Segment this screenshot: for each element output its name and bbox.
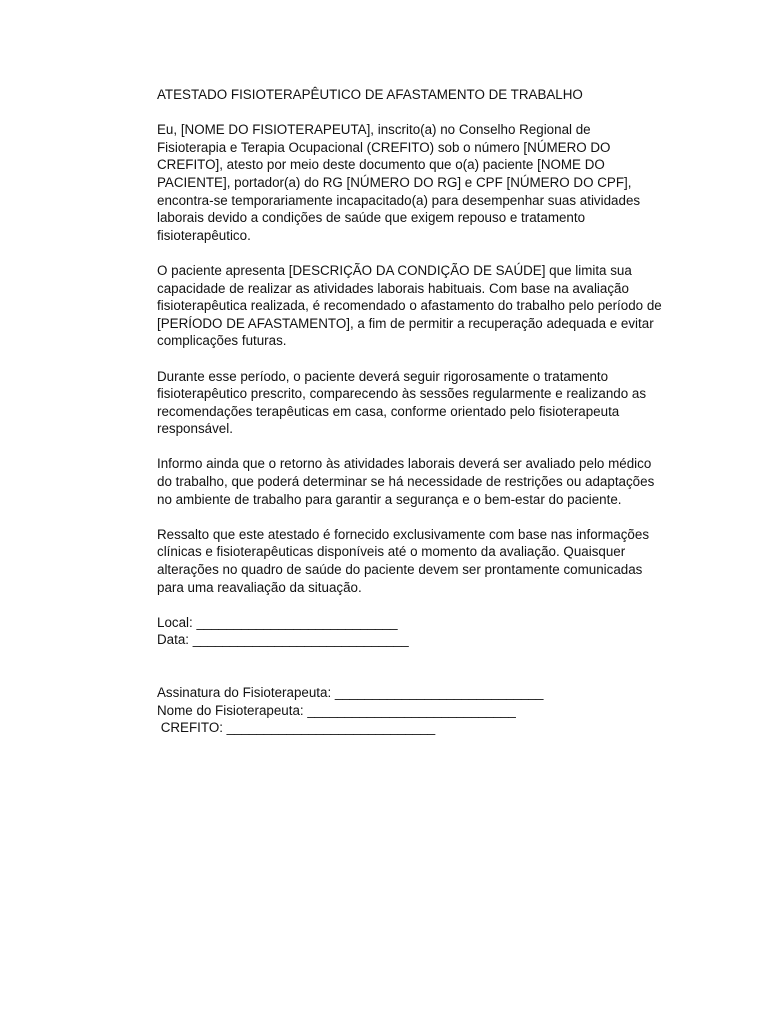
document-title: ATESTADO FISIOTERAPÊUTICO DE AFASTAMENTO DE TRABALHO [157,87,583,102]
paragraph-identification: Eu, [NOME DO FISIOTERAPEUTA], inscrito(a) no Conselho Regional de Fisioterapia e Terapia Ocupacional (CREFITO) sob o número [NÚMERO DO CREFITO], atesto por meio deste documento que o(a) paciente [NOME DO PACIENTE], portador(a) do RG [NÚMERO DO RG] e CPF [NÚMERO DO CPF], encontra-se temporariamente incapacitado(a) para desempenhar suas atividades laborais devido a condições de saúde que exigem repouso e tratamento fisioterapêutico. [157,122,641,243]
local-field: Local: ___________________________ [157,614,398,630]
crefito-field: CREFITO: ____________________________ [157,720,436,736]
physio-name-field: Nome do Fisioterapeuta: ____________________________ [157,702,516,718]
paragraph-disclaimer: Ressalto que este atestado é fornecido exclusivamente com base nas informações clínicas e fisioterapêuticas disponíveis até o momento da avaliação. Quaisquer alterações no quadro de saúde do paciente devem ser prontamente comunicadas para uma reavaliação da situação. [157,526,650,595]
paragraph-treatment: Durante esse período, o paciente deverá seguir rigorosamente o tratamento fisioterapêutico prescrito, comparecendo às sessões regularmente e realizando as recomendações terapêuticas em casa, conforme orientado pelo fisioterapeuta responsável. [157,368,647,437]
signature-block [157,684,662,737]
location-date-fields [157,614,662,649]
document-content [157,86,662,737]
date-field: Data: _____________________________ [157,632,409,648]
paragraph-condition: O paciente apresenta [DESCRIÇÃO DA CONDIÇÃO DE SAÚDE] que limita sua capacidade de realizar as atividades laborais habituais. Com base na avaliação fisioterapêutica realizada, é recomendado o afastamento do trabalho pelo período de [PERÍODO DE AFASTAMENTO], a fim de permitir a recuperação adequada e evitar complicações futuras. [157,262,662,349]
paragraph-return: Informo ainda que o retorno às atividades laborais deverá ser avaliado pelo médico do trabalho, que poderá determinar se há necessidade de restrições ou adaptações no ambiente de trabalho para garantir a segurança e o bem-estar do paciente. [157,456,655,507]
signature-field: Assinatura do Fisioterapeuta: ____________________________ [157,685,544,701]
